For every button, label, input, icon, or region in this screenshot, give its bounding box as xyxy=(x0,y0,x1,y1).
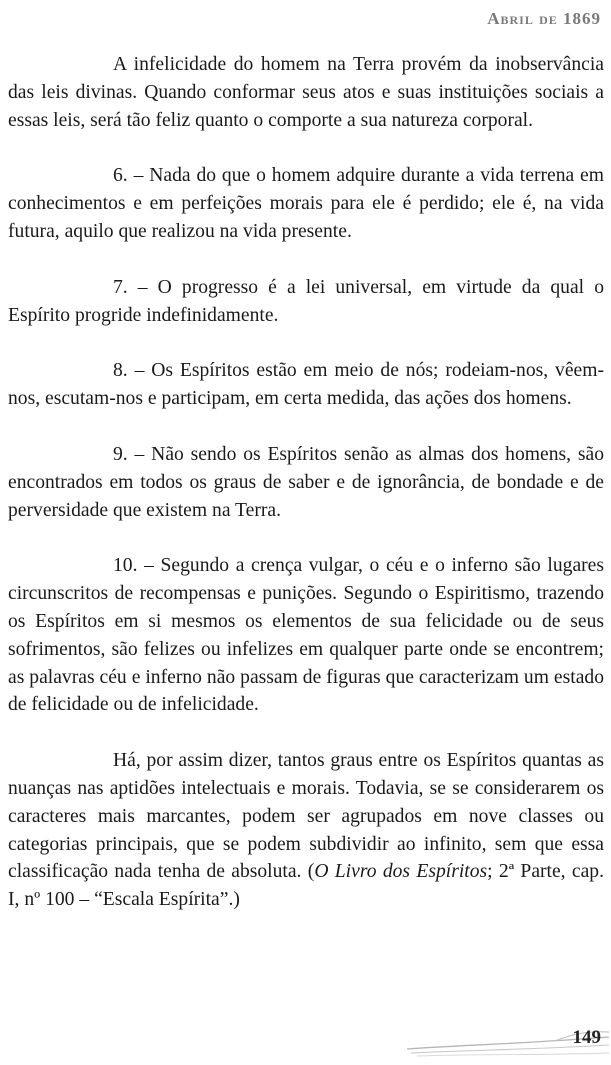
paragraph-final xyxy=(8,747,604,914)
paragraph-item-10: 10. – Segundo a crença vulgar, o céu e o inferno são lugares circunscritos de recompensas e punições. Segundo o Espiritismo, trazendo os Espíritos em si mesmos os elementos de sua felicidade ou de seus sofrimentos, são felizes ou infelizes em qualquer parte onde se encontrem; as palavras céu e inferno não passam de figuras que caracterizam um estado de felicidade ou de infelicidade. xyxy=(8,555,604,716)
citation-reference: ; 2ª Parte, cap. I, nº 100 – “Escala Espírita”.) xyxy=(8,861,604,911)
paragraph-intro: A infelicidade do homem na Terra provém da inobservância das leis divinas. Quando conformar seus atos e suas instituições sociais a essas leis, será tão feliz quanto o comporte a sua natureza corporal. xyxy=(8,54,604,131)
paragraph-item-9: 9. – Não sendo os Espíritos senão as almas dos homens, são encontrados em todos os graus de saber e de ignorância, de bondade e de perversidade que existem na Terra. xyxy=(8,443,604,521)
running-head: Abril de 1869 xyxy=(487,9,601,28)
page-body xyxy=(8,51,604,914)
paragraph-item-6: 6. – Nada do que o homem adquire durante a vida terrena em conhecimentos e em perfeições morais para ele é perdido; ele é, na vida futura, aquilo que realizou na vida presente. xyxy=(8,165,604,242)
page-number: 149 xyxy=(572,1027,601,1048)
book-title-citation: O Livro dos Espíritos xyxy=(314,861,488,883)
paragraph-item-8: 8. – Os Espíritos estão em meio de nós; rodeiam-nos, vêem-nos, escutam-nos e participam, em certa medida, das ações dos homens. xyxy=(8,360,604,410)
paragraph-final-text: Há, por assim dizer, tantos graus entre os Espíritos quantas as nuanças nas aptidões intelectuais e morais. Todavia, se se considerarem os caracteres mais marcantes, podem ser agrupados em nove classes ou categorias principais, que se podem subdividir ao infinito, sem que essa classificação nada tenha de absoluta. ( xyxy=(8,750,604,883)
paragraph-item-7: 7. – O progresso é a lei universal, em virtude da qual o Espírito progride indefinidamente. xyxy=(8,276,604,326)
